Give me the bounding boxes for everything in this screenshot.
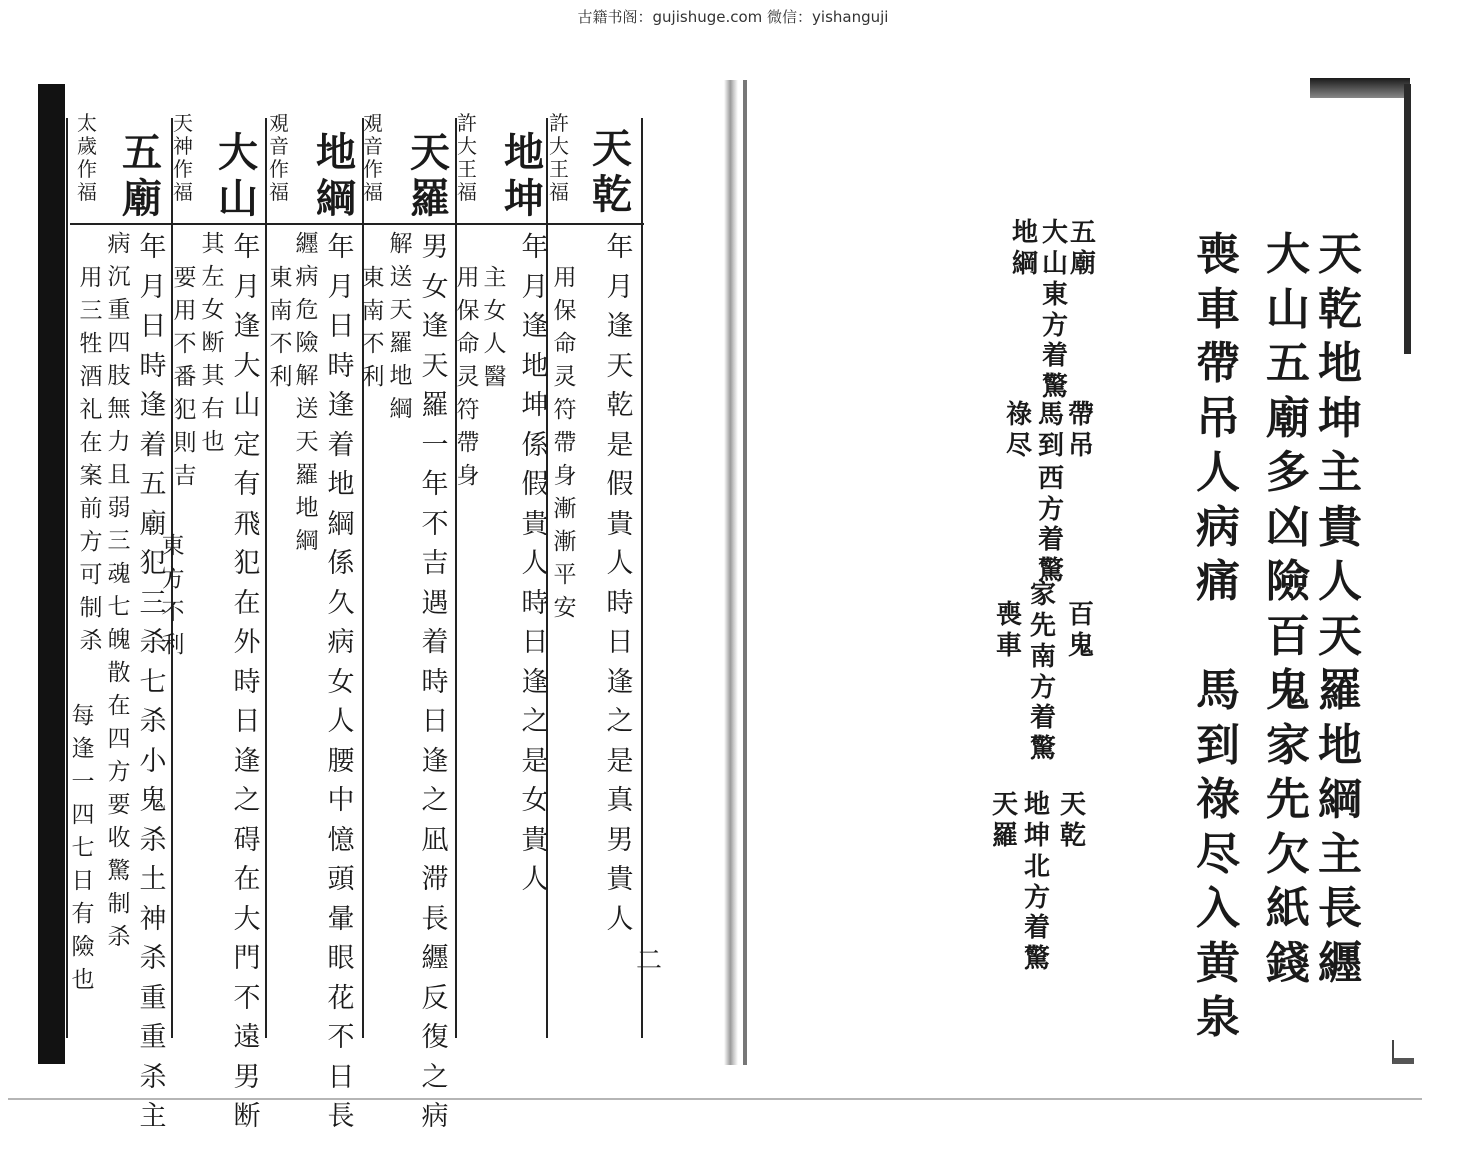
compass-table-cell: 地 坤 xyxy=(1023,790,1050,851)
column-rule xyxy=(455,118,457,1038)
column-rule xyxy=(362,118,364,1038)
column-rule xyxy=(641,118,643,1038)
header-rule xyxy=(70,223,644,225)
verse-line: 天 乾 地 坤 主 貴 人 天 羅 地 綱 主 長 纒 xyxy=(1318,229,1362,989)
compass-table-cell: 天 乾 xyxy=(1059,790,1086,851)
compass-table-cell: 百 鬼 xyxy=(1067,600,1094,661)
compass-table-cell: 大 山 xyxy=(1041,218,1068,279)
column-rule xyxy=(66,118,68,1038)
page-number: 二 xyxy=(636,946,663,976)
column-text-line: 病 沉 重 四 肢 無 力 且 弱 三 魂 七 魄 散 在 四 方 要 收 驚 制 杀 xyxy=(107,231,131,950)
column-note: 覌 音 作 福 xyxy=(363,111,383,204)
compass-table-cell: 西 方 着 驚 xyxy=(1037,464,1064,586)
column-text-line: 用 三 牲 酒 礼 在 案 前 方 可 制 杀 xyxy=(79,265,103,654)
column-note: 太 歲 作 福 xyxy=(77,111,97,204)
column-note: 天 神 作 福 xyxy=(173,111,193,204)
book-spine-edge xyxy=(38,84,65,1064)
scan-edge-right xyxy=(1404,84,1411,354)
column-note: 許 大 王 福 xyxy=(457,111,477,204)
column-text-line: 年 月 逢 地 坤 係 假 貴 人 時 日 逢 之 是 女 貴 人 xyxy=(521,232,549,895)
compass-table-cell: 家 先 xyxy=(1029,580,1056,641)
compass-table-cell: 帶 吊 xyxy=(1067,400,1094,461)
column-title: 地 坤 xyxy=(504,129,544,222)
compass-table-cell: 祿 尽 xyxy=(1005,400,1032,461)
compass-table-cell: 北 方 着 驚 xyxy=(1023,852,1050,974)
column-text-line: 年 月 日 時 逢 着 地 綱 係 久 病 女 人 腰 中 憶 頭 暈 眼 花 不 日 長 xyxy=(327,232,355,1132)
column-text-line: 要 用 不 番 犯 則 吉 xyxy=(173,265,197,489)
compass-table-cell: 東 方 着 驚 xyxy=(1041,280,1068,402)
site-watermark-header: 古籍书阁：gujishuge.com 微信：yishanguji xyxy=(577,8,889,26)
column-text-line: 纒 病 危 險 解 送 天 羅 地 綱 xyxy=(295,231,319,554)
column-note: 許 大 王 福 xyxy=(549,111,569,204)
scan-bottom-edge xyxy=(8,1098,1422,1100)
column-text-line: 解 送 天 羅 地 綱 xyxy=(389,231,413,422)
compass-table-cell: 喪 車 xyxy=(995,600,1022,661)
scan-corner-mark xyxy=(1392,1040,1414,1064)
page-gutter-line xyxy=(743,80,747,1065)
scan-edge-top xyxy=(1310,78,1410,98)
column-text-line: 用 保 命 灵 符 帶 身 漸 漸 平 安 xyxy=(553,265,577,621)
compass-table-cell: 地 綱 xyxy=(1011,218,1038,279)
column-text-line: 用 保 命 灵 符 帶 身 xyxy=(456,265,480,489)
column-text-line: 東 方 不 利 xyxy=(161,533,185,658)
verse-line: 喪 車 帶 吊 人 病 痛 馬 到 祿 尽 入 黄 泉 xyxy=(1196,229,1240,1043)
compass-table-cell: 馬 到 xyxy=(1037,400,1064,461)
column-text-line: 東 南 不 利 xyxy=(269,265,293,390)
column-text-line: 其 左 女 断 其 右 也 xyxy=(201,231,225,455)
compass-table-cell: 五 廟 xyxy=(1069,218,1096,279)
column-title: 天 乾 xyxy=(592,125,632,218)
column-title: 五 廟 xyxy=(122,129,162,222)
column-text-line: 主 女 人 醫 xyxy=(483,265,507,390)
compass-table-cell: 天 羅 xyxy=(991,790,1018,851)
page-gutter-shadow xyxy=(724,80,738,1065)
column-note: 覌 音 作 福 xyxy=(269,111,289,204)
verse-line: 大 山 五 廟 多 凶 險 百 鬼 家 先 欠 紙 錢 xyxy=(1266,229,1310,989)
column-text-line: 東 南 不 利 xyxy=(361,265,385,390)
column-title: 天 羅 xyxy=(410,129,450,222)
column-text-line: 男 女 逢 天 羅 一 年 不 吉 遇 着 時 日 逢 之 凪 滞 長 纒 反 復 之 病 xyxy=(421,232,449,1132)
column-text-line: 年 月 逢 大 山 定 有 飛 犯 在 外 時 日 逢 之 碍 在 大 門 不 遠 男 断 xyxy=(233,232,261,1132)
column-text-line: 年 月 逢 天 乾 是 假 貴 人 時 日 逢 之 是 真 男 貴 人 xyxy=(606,232,634,935)
column-title: 地 綱 xyxy=(316,129,356,222)
compass-table-cell: 南 方 着 驚 xyxy=(1029,642,1056,764)
column-rule xyxy=(265,118,267,1038)
column-text-line: 每 逢 一 四 七 日 有 險 也 xyxy=(71,703,95,993)
column-text-line: 年 月 日 時 逢 着 五 廟 犯 三 杀 七 杀 小 鬼 杀 土 神 杀 重 重 杀 主 xyxy=(139,232,167,1132)
column-title: 大 山 xyxy=(218,129,258,222)
